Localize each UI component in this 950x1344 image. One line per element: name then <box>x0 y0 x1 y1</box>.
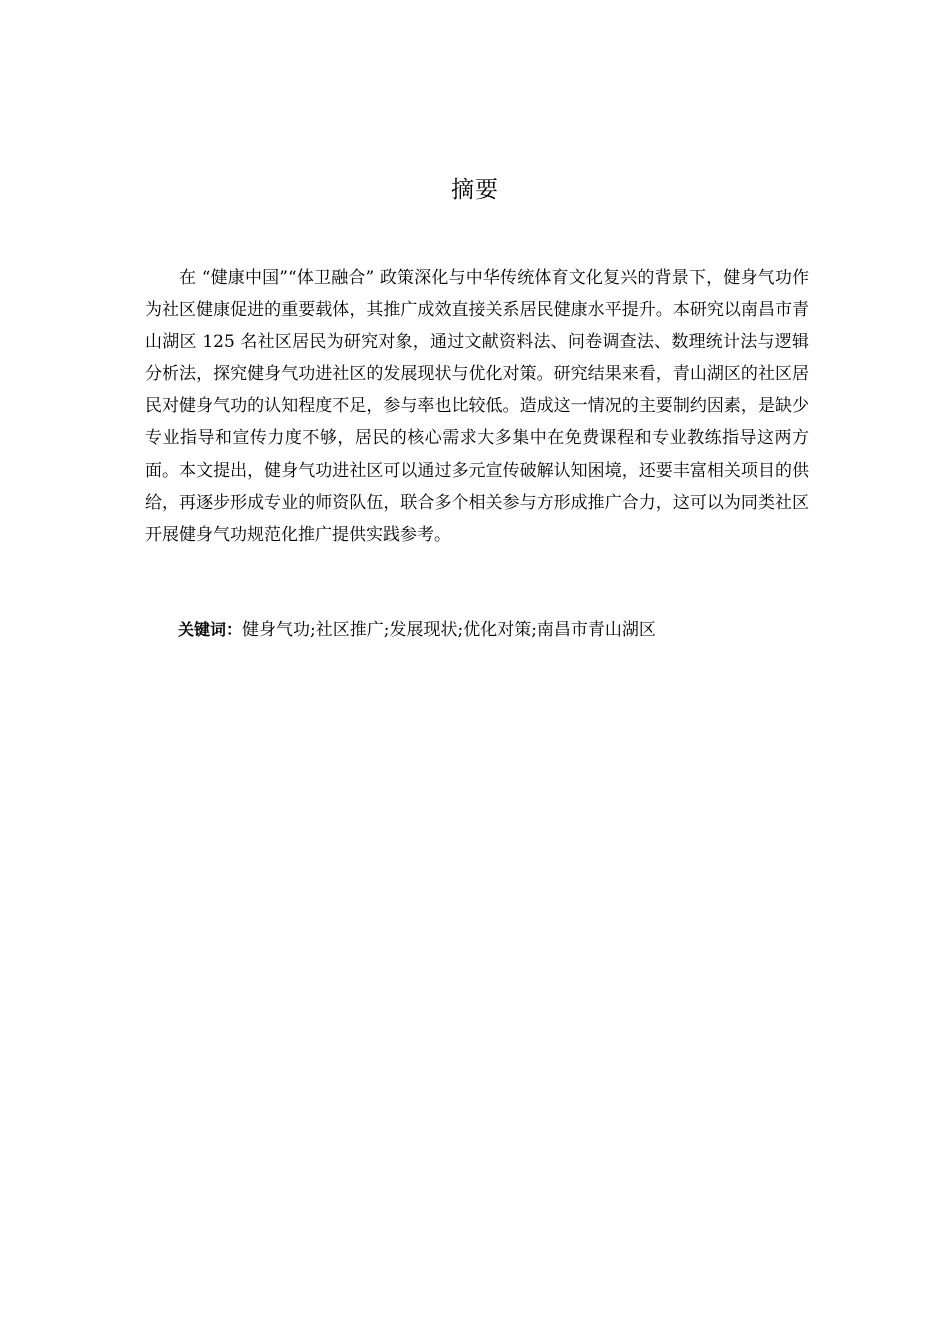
keywords-value: 健身气功;社区推广;发展现状;优化对策;南昌市青山湖区 <box>242 620 656 640</box>
abstract-paragraph: 在 “健康中国”“体卫融合” 政策深化与中华传统体育文化复兴的背景下，健身气功作为社区健康促进的重要载体，其推广成效直接关系居民健康水平提升。本研究以南昌市青山湖区 125 名社区居民为研究对象，通过文献资料法、问卷调查法、数理统计法与逻辑分析法，探究健身气功进社区的发展现状与优化对策。研究结果来看，青山湖区的社区居民对健身气功的认知程度不足，参与率也比较低。造成这一情况的主要制约因素，是缺少专业指导和宣传力度不够，居民的核心需求大多集中在免费课程和专业教练指导这两方面。本文提出，健身气功进社区可以通过多元宣传破解认知困境，还要丰富相关项目的供给，再逐步形成专业的师资队伍，联合多个相关参与方形成推广合力，这可以为同类社区开展健身气功规范化推广提供实践参考。 <box>145 268 809 545</box>
keywords-label: 关键词： <box>178 620 243 639</box>
keywords-line <box>178 614 818 646</box>
abstract-title: 摘要 <box>451 177 499 203</box>
